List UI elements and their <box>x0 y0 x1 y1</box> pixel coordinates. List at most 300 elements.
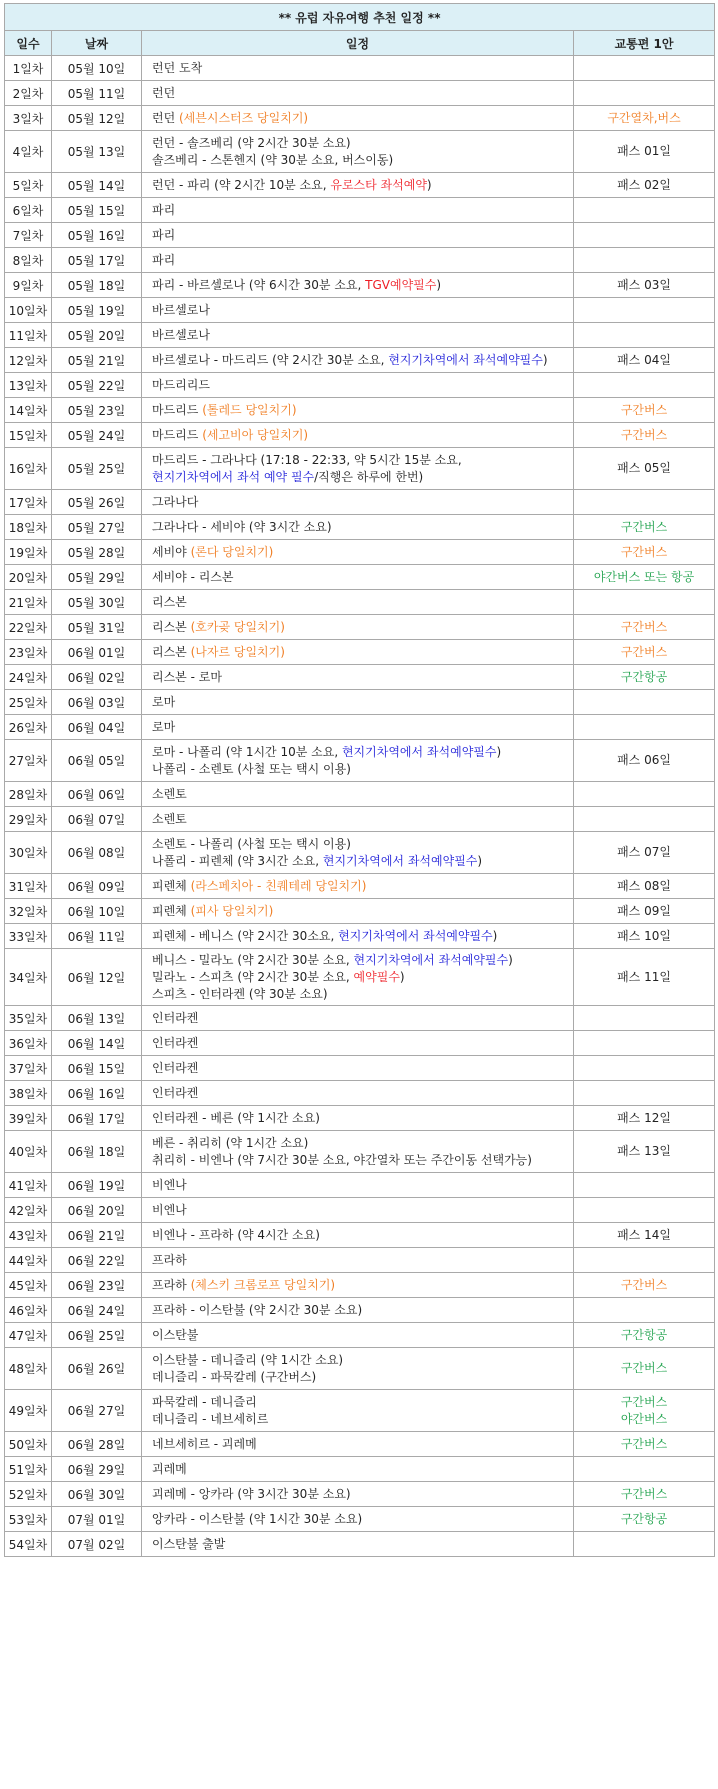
itinerary-container <box>4 3 714 1557</box>
plan-line <box>152 302 573 319</box>
transport-cell <box>574 949 715 1006</box>
plan-text: 현지기차역에서 좌석예약필수 <box>353 952 509 967</box>
transport-cell <box>574 81 715 106</box>
plan-cell <box>142 899 574 924</box>
plan-text: 베른 - 취리히 (약 1시간 소요) <box>152 1135 309 1150</box>
plan-text: ) <box>477 853 483 868</box>
day-cell: 38일차 <box>5 1081 52 1106</box>
plan-cell <box>142 1323 574 1348</box>
table-row <box>5 198 715 223</box>
table-row <box>5 131 715 173</box>
plan-text: (나자르 당일치기) <box>190 644 285 659</box>
table-row <box>5 223 715 248</box>
date-cell: 06월 10일 <box>52 899 142 924</box>
plan-line <box>152 669 573 686</box>
transport-text: 구간버스 <box>620 619 668 634</box>
plan-cell <box>142 1432 574 1457</box>
plan-line <box>152 1227 573 1244</box>
transport-cell <box>574 131 715 173</box>
plan-text: 현지기차역에서 좌석예약필수 <box>388 352 543 367</box>
day-cell: 23일차 <box>5 640 52 665</box>
date-cell: 05월 27일 <box>52 515 142 540</box>
plan-cell <box>142 565 574 590</box>
date-cell: 06월 02일 <box>52 665 142 690</box>
date-cell: 07월 01일 <box>52 1507 142 1532</box>
day-cell: 25일차 <box>5 690 52 715</box>
plan-text: 나폴리 - 피렌체 (약 3시간 소요, <box>152 853 323 868</box>
date-cell: 05월 28일 <box>52 540 142 565</box>
plan-line <box>152 177 573 194</box>
plan-line <box>152 619 573 636</box>
transport-cell <box>574 1173 715 1198</box>
date-cell: 05월 30일 <box>52 590 142 615</box>
transport-cell <box>574 1532 715 1557</box>
plan-text: 피렌체 - 베니스 (약 2시간 30소요, <box>152 928 339 943</box>
table-row <box>5 1248 715 1273</box>
day-cell: 7일차 <box>5 223 52 248</box>
plan-line <box>152 1369 573 1386</box>
plan-line <box>152 1511 573 1528</box>
plan-cell <box>142 615 574 640</box>
transport-text: 구간버스 <box>620 1436 668 1451</box>
date-cell: 05월 24일 <box>52 423 142 448</box>
table-row <box>5 1532 715 1557</box>
plan-line <box>152 60 573 77</box>
date-cell: 07월 02일 <box>52 1532 142 1557</box>
date-cell: 06월 15일 <box>52 1056 142 1081</box>
date-cell: 06월 30일 <box>52 1482 142 1507</box>
plan-text: 데니즐리 - 파묵칼레 (구간버스) <box>152 1369 317 1384</box>
transport-text: 구간버스 <box>620 1361 668 1375</box>
plan-line <box>152 1327 573 1344</box>
date-cell: 05월 26일 <box>52 490 142 515</box>
plan-cell <box>142 1173 574 1198</box>
plan-text: 앙카라 - 이스탄불 (약 1시간 30분 소요) <box>152 1511 363 1526</box>
day-cell: 33일차 <box>5 924 52 949</box>
transport-text: 패스 06일 <box>617 753 671 767</box>
plan-cell <box>142 448 574 490</box>
plan-text: 나폴리 - 소렌토 (사철 또는 택시 이용) <box>152 761 351 776</box>
day-cell: 2일차 <box>5 81 52 106</box>
transport-cell <box>574 807 715 832</box>
transport-cell <box>574 899 715 924</box>
table-row <box>5 640 715 665</box>
transport-cell <box>574 1507 715 1532</box>
transport-text: 패스 01일 <box>617 144 671 158</box>
plan-text: 이스탄불 출발 <box>152 1536 226 1551</box>
day-cell: 35일차 <box>5 1006 52 1031</box>
plan-text: 로마 - 나폴리 (약 1시간 10분 소요, <box>152 744 342 759</box>
day-cell: 39일차 <box>5 1106 52 1131</box>
day-cell: 17일차 <box>5 490 52 515</box>
date-cell: 06월 12일 <box>52 949 142 1006</box>
plan-line <box>152 469 573 486</box>
transport-text: 패스 02일 <box>617 177 671 192</box>
plan-line <box>152 1302 573 1319</box>
plan-text: (체스키 크롬로프 당일치기) <box>190 1277 336 1292</box>
table-row <box>5 690 715 715</box>
table-row <box>5 106 715 131</box>
plan-cell <box>142 949 574 1006</box>
plan-line <box>152 202 573 219</box>
day-cell: 31일차 <box>5 874 52 899</box>
plan-cell <box>142 173 574 198</box>
plan-text: 마드리드 <box>152 427 203 442</box>
day-cell: 24일차 <box>5 665 52 690</box>
transport-text: 구간버스 <box>620 402 668 417</box>
date-cell: 06월 07일 <box>52 807 142 832</box>
plan-cell <box>142 715 574 740</box>
plan-cell <box>142 1131 574 1173</box>
date-cell: 06월 18일 <box>52 1131 142 1173</box>
plan-line <box>152 544 573 561</box>
table-row <box>5 1173 715 1198</box>
transport-text: 패스 14일 <box>617 1227 671 1242</box>
transport-text: 패스 10일 <box>617 928 671 943</box>
plan-text: 파묵칼레 - 데니즐리 <box>152 1394 257 1409</box>
transport-text: 구간항공 <box>620 1327 668 1342</box>
plan-line <box>152 719 573 736</box>
plan-line <box>152 786 573 803</box>
table-row <box>5 423 715 448</box>
header-transport: 교통편 1안 <box>574 31 715 56</box>
table-row <box>5 924 715 949</box>
plan-cell <box>142 515 574 540</box>
plan-line <box>152 761 573 778</box>
plan-text: 이스탄불 <box>152 1327 199 1342</box>
date-cell: 05월 29일 <box>52 565 142 590</box>
table-row <box>5 1432 715 1457</box>
transport-cell <box>574 1056 715 1081</box>
transport-cell <box>574 1273 715 1298</box>
transport-text: 구간버스 <box>620 519 668 534</box>
plan-text: 마드리드 - 그라나다 (17:18 - 22:33, 약 5시간 15분 소요, <box>152 452 462 467</box>
day-cell: 6일차 <box>5 198 52 223</box>
plan-line <box>152 694 573 711</box>
plan-line <box>152 853 573 870</box>
plan-cell <box>142 223 574 248</box>
table-row <box>5 298 715 323</box>
day-cell: 29일차 <box>5 807 52 832</box>
transport-text: 야간버스 또는 항공 <box>593 569 695 584</box>
transport-cell <box>574 1131 715 1173</box>
date-cell: 06월 28일 <box>52 1432 142 1457</box>
day-cell: 3일차 <box>5 106 52 131</box>
transport-cell <box>574 56 715 81</box>
table-row <box>5 1056 715 1081</box>
plan-text: 바르셀로나 <box>152 302 210 317</box>
plan-text: 인터라켄 <box>152 1060 199 1075</box>
date-cell: 06월 13일 <box>52 1006 142 1031</box>
plan-text: 파리 <box>152 252 176 267</box>
plan-text: 현지기차역에서 좌석예약필수 <box>338 928 493 943</box>
plan-line <box>152 1035 573 1052</box>
plan-line <box>152 85 573 102</box>
day-cell: 5일차 <box>5 173 52 198</box>
plan-text: 프라하 <box>152 1252 187 1267</box>
plan-text: ) <box>508 952 513 967</box>
plan-line <box>152 519 573 536</box>
transport-text: 구간버스 <box>620 1277 668 1292</box>
plan-line <box>152 494 573 511</box>
table-row <box>5 323 715 348</box>
date-cell: 05월 21일 <box>52 348 142 373</box>
plan-line <box>152 594 573 611</box>
transport-cell <box>574 1348 715 1390</box>
date-cell: 05월 16일 <box>52 223 142 248</box>
date-cell: 05월 20일 <box>52 323 142 348</box>
plan-text: 피렌체 <box>152 878 191 893</box>
table-row <box>5 1348 715 1390</box>
plan-text: 로마 <box>152 719 176 734</box>
plan-cell <box>142 56 574 81</box>
date-cell: 05월 22일 <box>52 373 142 398</box>
day-cell: 19일차 <box>5 540 52 565</box>
plan-text: 밀라노 - 스피츠 (약 2시간 30분 소요, <box>152 969 354 984</box>
plan-cell <box>142 1298 574 1323</box>
plan-line <box>152 227 573 244</box>
plan-text: 현지기차역에서 좌석예약필수 <box>322 853 478 868</box>
transport-cell <box>574 690 715 715</box>
plan-text: 현지기차역에서 좌석 예약 필수 <box>152 469 315 484</box>
table-row <box>5 515 715 540</box>
plan-cell <box>142 540 574 565</box>
plan-text: 리스본 <box>152 594 187 609</box>
plan-cell <box>142 373 574 398</box>
transport-cell <box>574 373 715 398</box>
plan-text: 런던 - 솔즈베리 (약 2시간 30분 소요) <box>152 135 351 150</box>
transport-cell <box>574 565 715 590</box>
transport-cell <box>574 398 715 423</box>
plan-line <box>152 878 573 895</box>
transport-cell <box>574 273 715 298</box>
day-cell: 27일차 <box>5 740 52 782</box>
plan-text: 베니스 - 밀라노 (약 2시간 30분 소요, <box>152 952 354 967</box>
transport-text: 구간항공 <box>620 669 668 684</box>
date-cell: 06월 21일 <box>52 1223 142 1248</box>
day-cell: 51일차 <box>5 1457 52 1482</box>
table-row <box>5 398 715 423</box>
date-cell: 06월 27일 <box>52 1390 142 1432</box>
date-cell: 06월 14일 <box>52 1031 142 1056</box>
plan-cell <box>142 490 574 515</box>
plan-line <box>152 1135 573 1152</box>
transport-cell <box>574 540 715 565</box>
plan-cell <box>142 740 574 782</box>
plan-line <box>152 1060 573 1077</box>
plan-line <box>152 327 573 344</box>
table-row <box>5 248 715 273</box>
plan-text: 그라나다 - 세비야 (약 3시간 소요) <box>152 519 332 534</box>
day-cell: 32일차 <box>5 899 52 924</box>
plan-line <box>152 252 573 269</box>
plan-line <box>152 811 573 828</box>
transport-text: 패스 11일 <box>617 969 671 984</box>
table-row <box>5 1198 715 1223</box>
plan-text: (세고비아 당일치기) <box>202 427 309 442</box>
plan-text: 비엔나 <box>152 1177 187 1192</box>
date-cell: 05월 14일 <box>52 173 142 198</box>
plan-text: 인터라켄 - 베른 (약 1시간 소요) <box>152 1110 320 1125</box>
plan-line <box>152 744 573 761</box>
plan-cell <box>142 807 574 832</box>
date-cell: 06월 25일 <box>52 1323 142 1348</box>
day-cell: 45일차 <box>5 1273 52 1298</box>
plan-text: 마드리리드 <box>152 377 210 392</box>
table-row <box>5 590 715 615</box>
plan-line <box>152 1411 573 1428</box>
table-row <box>5 899 715 924</box>
plan-cell <box>142 323 574 348</box>
day-cell: 46일차 <box>5 1298 52 1323</box>
transport-cell <box>574 1323 715 1348</box>
transport-cell <box>574 198 715 223</box>
plan-cell <box>142 131 574 173</box>
plan-text: 바르셀로나 <box>152 327 210 342</box>
date-cell: 05월 10일 <box>52 56 142 81</box>
date-cell: 06월 03일 <box>52 690 142 715</box>
transport-cell <box>574 1198 715 1223</box>
date-cell: 06월 16일 <box>52 1081 142 1106</box>
date-cell: 06월 11일 <box>52 924 142 949</box>
day-cell: 50일차 <box>5 1432 52 1457</box>
plan-text: 소렌토 <box>152 811 187 826</box>
plan-text: 예약필수 <box>353 969 400 984</box>
plan-text: ) <box>399 969 405 984</box>
transport-text: 구간열차,버스 <box>607 110 681 125</box>
table-row <box>5 1482 715 1507</box>
table-row <box>5 173 715 198</box>
plan-text: 인터라켄 <box>152 1035 199 1050</box>
day-cell: 53일차 <box>5 1507 52 1532</box>
table-row <box>5 348 715 373</box>
table-row <box>5 56 715 81</box>
plan-text: /직행은 하루에 한번) <box>314 469 424 484</box>
plan-text: 런던 - 파리 (약 2시간 10분 소요, <box>152 177 331 192</box>
table-row <box>5 665 715 690</box>
plan-text: (론다 당일치기) <box>190 544 274 559</box>
plan-line <box>152 110 573 127</box>
plan-cell <box>142 348 574 373</box>
table-row <box>5 1457 715 1482</box>
plan-cell <box>142 1106 574 1131</box>
plan-line <box>152 1010 573 1027</box>
plan-text: 프라하 <box>152 1277 191 1292</box>
plan-cell <box>142 1273 574 1298</box>
plan-text: (호카곶 당일치기) <box>190 619 285 634</box>
transport-cell <box>574 715 715 740</box>
transport-text: 패스 13일 <box>617 1144 671 1158</box>
transport-text: 패스 12일 <box>617 1110 671 1125</box>
date-cell: 05월 25일 <box>52 448 142 490</box>
transport-cell <box>574 924 715 949</box>
day-cell: 52일차 <box>5 1482 52 1507</box>
plan-cell <box>142 874 574 899</box>
transport-text: 구간버스 <box>620 1486 668 1501</box>
table-row <box>5 1223 715 1248</box>
plan-text: (세븐시스터즈 당일치기) <box>179 110 309 125</box>
plan-cell <box>142 198 574 223</box>
plan-line <box>152 569 573 586</box>
plan-cell <box>142 1006 574 1031</box>
transport-cell <box>574 173 715 198</box>
transport-cell <box>574 1081 715 1106</box>
day-cell: 12일차 <box>5 348 52 373</box>
plan-text: 데니즐리 - 네브세히르 <box>152 1411 269 1426</box>
plan-cell <box>142 298 574 323</box>
transport-cell <box>574 740 715 782</box>
plan-cell <box>142 1507 574 1532</box>
plan-text: 그라나다 <box>152 494 199 509</box>
transport-cell <box>574 1006 715 1031</box>
transport-cell <box>574 1298 715 1323</box>
day-cell: 28일차 <box>5 782 52 807</box>
day-cell: 1일차 <box>5 56 52 81</box>
plan-text: 마드리드 <box>152 402 203 417</box>
transport-cell <box>574 348 715 373</box>
date-cell: 06월 17일 <box>52 1106 142 1131</box>
day-cell: 22일차 <box>5 615 52 640</box>
date-cell: 05월 13일 <box>52 131 142 173</box>
day-cell: 21일차 <box>5 590 52 615</box>
date-cell: 06월 01일 <box>52 640 142 665</box>
plan-text: 괴레메 <box>152 1461 187 1476</box>
transport-cell <box>574 1248 715 1273</box>
day-cell: 40일차 <box>5 1131 52 1173</box>
plan-text: ) <box>496 744 502 759</box>
transport-cell <box>574 298 715 323</box>
plan-text: ) <box>436 277 442 292</box>
date-cell: 05월 19일 <box>52 298 142 323</box>
table-row <box>5 565 715 590</box>
date-cell: 06월 06일 <box>52 782 142 807</box>
plan-text: 리스본 - 로마 <box>152 669 222 684</box>
day-cell: 20일차 <box>5 565 52 590</box>
plan-cell <box>142 1532 574 1557</box>
date-cell: 06월 29일 <box>52 1457 142 1482</box>
plan-cell <box>142 690 574 715</box>
day-cell: 54일차 <box>5 1532 52 1557</box>
plan-line <box>152 1461 573 1478</box>
plan-cell <box>142 640 574 665</box>
transport-cell <box>574 640 715 665</box>
plan-line <box>152 903 573 920</box>
day-cell: 15일차 <box>5 423 52 448</box>
table-row <box>5 807 715 832</box>
date-cell: 06월 22일 <box>52 1248 142 1273</box>
plan-cell <box>142 1348 574 1390</box>
table-row <box>5 874 715 899</box>
plan-text: 비엔나 <box>152 1202 187 1217</box>
plan-line <box>152 1152 573 1169</box>
date-cell: 06월 04일 <box>52 715 142 740</box>
title-row <box>5 4 715 31</box>
plan-cell <box>142 106 574 131</box>
transport-text: 패스 05일 <box>617 461 671 475</box>
header-row <box>5 31 715 56</box>
table-row <box>5 1507 715 1532</box>
plan-line <box>152 969 573 986</box>
plan-line <box>152 986 573 1003</box>
day-cell: 43일차 <box>5 1223 52 1248</box>
transport-cell <box>574 1031 715 1056</box>
plan-line <box>152 152 573 169</box>
transport-cell <box>574 223 715 248</box>
date-cell: 05월 12일 <box>52 106 142 131</box>
plan-text: 세비야 <box>152 544 191 559</box>
plan-text: 솔즈베리 - 스톤헨지 (약 30분 소요, 버스이동) <box>152 152 394 167</box>
plan-cell <box>142 924 574 949</box>
